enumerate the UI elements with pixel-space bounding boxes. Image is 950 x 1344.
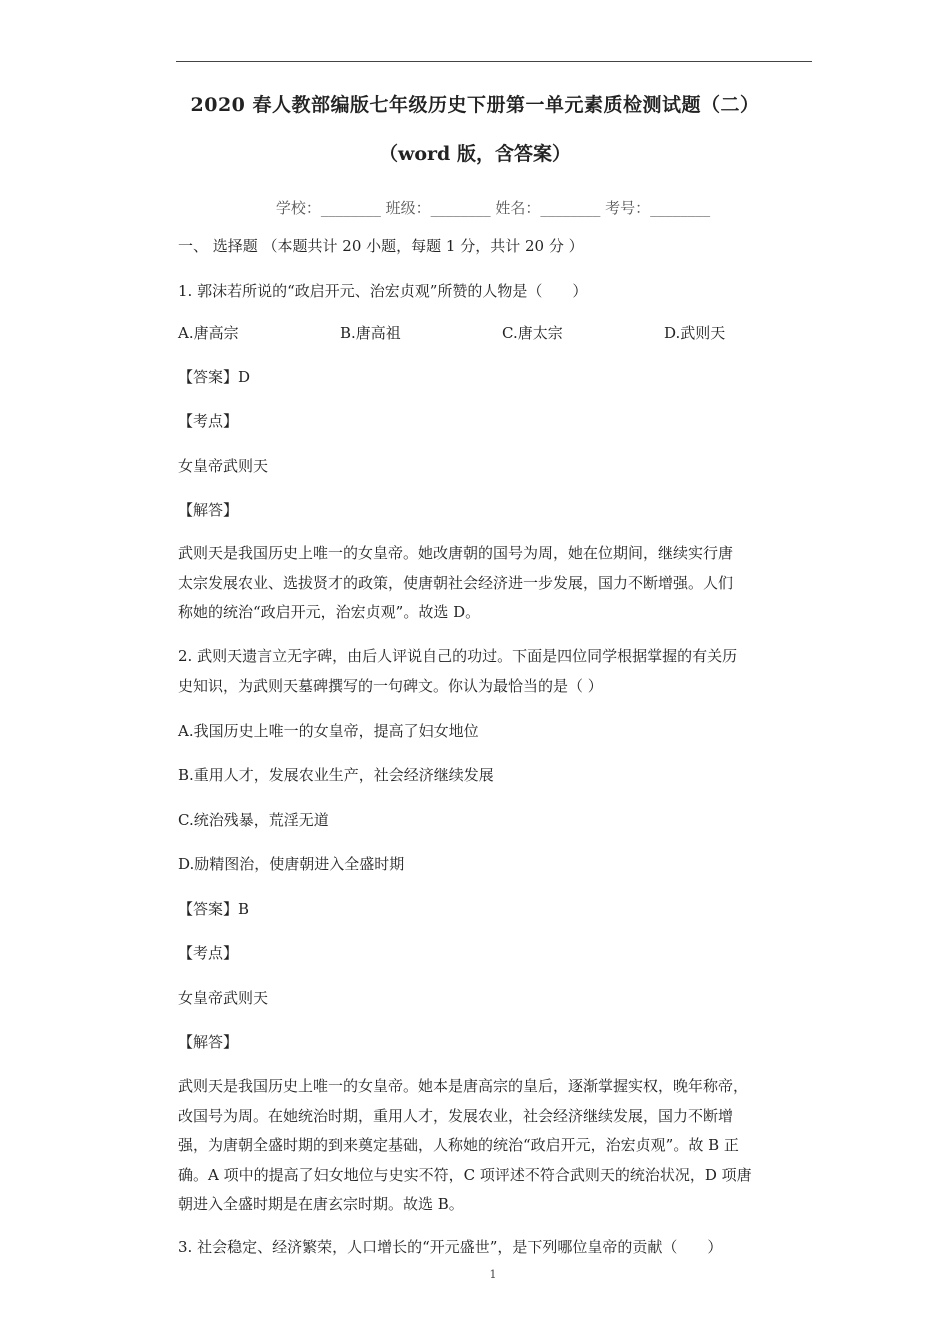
q2-option-a: A.我国历史上唯一的女皇帝，提高了妇女地位 (178, 722, 479, 740)
q1-kaodian: 女皇帝武则天 (178, 457, 269, 475)
section-heading: 一、 选择题 （本题共计 20 小题，每题 1 分，共计 20 分 ） (178, 237, 584, 255)
q2-jieda-line: 强，为唐朝全盛时期的到来奠定基础，人称她的统治“政启开元，治宏贞观”。故 B 正 (178, 1136, 739, 1154)
q1-jieda-line: 太宗发展农业、选拔贤才的政策，使唐朝社会经济进一步发展，国力不断增强。人们 (178, 573, 734, 592)
q2-jieda (178, 1072, 810, 1220)
doc-title-line1: 2020 春人教部编版七年级历史下册第一单元素质检测试题（二） (190, 94, 760, 116)
q1-answer: 【答案】D (178, 368, 251, 386)
q2-stem-line: 史知识，为武则天墓碑撰写的一句碑文。你认为最恰当的是（ ） (178, 676, 603, 695)
q2-answer: 【答案】B (178, 900, 250, 918)
q2-kaodian: 女皇帝武则天 (178, 989, 269, 1007)
q1-option-a: A.唐高宗 (178, 324, 239, 342)
q2-stem-line: 2. 武则天遗言立无字碑，由后人评说自己的功过。下面是四位同学根据掌握的有关历 (178, 647, 738, 665)
q1-option-d: D.武则天 (664, 324, 726, 342)
q3-stem: 3. 社会稳定、经济繁荣，人口增长的“开元盛世”，是下列哪位皇帝的贡献（ ） (178, 1238, 723, 1256)
q2-jieda-line: 改国号为周。在她统治时期，重用人才，发展农业，社会经济继续发展，国力不断增 (178, 1106, 734, 1125)
q1-stem: 1. 郭沫若所说的“政启开元、治宏贞观”所赞的人物是（ ） (178, 282, 588, 300)
q1-kaodian-label: 【考点】 (178, 412, 239, 430)
q1-jieda-line: 称她的统治“政启开元，治宏贞观”。故选 D。 (178, 603, 481, 621)
q1-option-b: B.唐高祖 (340, 324, 401, 342)
q1-jieda-label: 【解答】 (178, 501, 239, 519)
q2-kaodian-label: 【考点】 (178, 944, 239, 962)
q2-jieda-label: 【解答】 (178, 1033, 239, 1051)
header-rule (176, 61, 812, 62)
doc-title-line2: （word 版，含答案） (379, 143, 571, 165)
page-number: 1 (489, 1268, 497, 1281)
q1-option-c: C.唐太宗 (502, 324, 563, 342)
q2-option-c: C.统治残暴，荒淫无道 (178, 811, 329, 829)
q1-jieda-line: 武则天是我国历史上唯一的女皇帝。她改唐朝的国号为周，她在位期间，继续实行唐 (178, 544, 734, 562)
q1-options (178, 322, 818, 342)
q2-jieda-line: 朝进入全盛时期是在唐玄宗时期。故选 B。 (178, 1195, 464, 1213)
q2-option-d: D.励精图治，使唐朝进入全盛时期 (178, 855, 405, 873)
q2-stem (178, 642, 810, 701)
student-info-line: 学校：________ 班级：________ 姓名：________ 考号：________ (275, 199, 711, 217)
q2-jieda-line: 确。A 项中的提高了妇女地位与史实不符，C 项评述不符合武则天的统治状况，D 项唐 (178, 1165, 752, 1184)
q2-option-b: B.重用人才，发展农业生产，社会经济继续发展 (178, 766, 494, 784)
q1-jieda (178, 539, 810, 628)
q2-jieda-line: 武则天是我国历史上唯一的女皇帝。她本是唐高宗的皇后，逐渐掌握实权，晚年称帝， (178, 1077, 749, 1095)
